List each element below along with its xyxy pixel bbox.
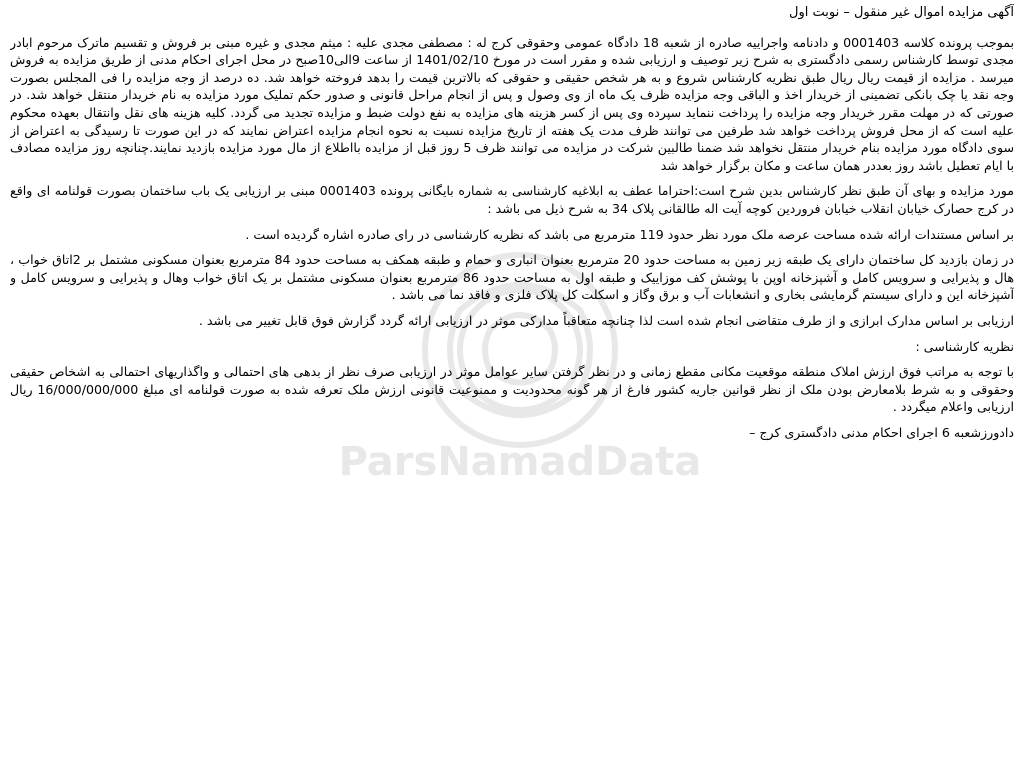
paragraph-property-description: مورد مزایده و بهای آن طبق نظر کارشناس بدین شرح است:احتراما عطف به ابلاغیه کارشناسی به شماره بایگانی پرونده 0001403 مبنی بر ارزیابی یک باب ساختمان بصورت قولنامه ای واقع در کرج حصارک خیابان انقلاب خیابان فروردین کوچه آیت اله طالقانی پلاک 34 به شرح ذیل می باشد : (10, 183, 1014, 216)
paragraph-case-details: بموجب پرونده کلاسه 0001403 و دادنامه واجراییه صادره از شعبه 18 دادگاه عمومی وحقوقی کرج له : مصطفی مجدی علیه : میثم مجدی و غیره مبنی بر فروش و تقسیم ماترک مرحوم ابادر مجدی توسط کارشناس رسمی دادگستری به شرح زیر توصیف و ارزیابی شده و مقرر است در مورخ 1401/02/10 از ساعت 9الی10صبح در محل اجرای احکام مدنی از طریق مزایده به فروش میرسد . مزایده از قیمت ریال ریال طبق نظریه کارشناس شروع و به هر شخص حقیقی و حقوقی که بالاترین قیمت را بدهد فروخته خواهد شد. ده درصد از وجه مزایده را فی المجلس بصورت وجه نقد یا چک بانکی تضمینی از خریدار اخذ و الباقی وجه مزایده ظرف یک ماه از وی وصول و پس از انجام مراحل قانونی و صدور حکم تملیک مورد مزایده به نام خریدار منتقل خواهد شد. در صورتی که در مهلت مقرر خریدار وجه مزایده را پرداخت ننماید سپرده وی پس از کسر هزینه های مزایده به نفع دولت ضبط و مزایده تجدید می گردد. کلیه هزینه های نقل وانتقال بعهده محکوم علیه است که از محل فروش پرداخت خواهد شد طرفین می توانند ظرف مدت یک هفته از تاریخ مزایده نسبت به نحوه انجام مزایده اعتراض نمایند که در این صورت تا رسیدگی به اعتراض از سوی دادگاه مورد مزایده بنام خریدار منتقل نخواهد شد ضمنا طالبین شرکت در مزایده می توانند ظرف 5 روز قبل از مزایده بااطلاع از مال مورد مزایده بازدید نمایند.چنانچه روز مزایده مصادف با ایام تعطیل باشد روز بعددر همان ساعت و مکان برگزار خواهد شد (10, 34, 1014, 173)
paragraph-land-area: بر اساس مستندات ارائه شده مساحت عرصه ملک مورد نظر حدود 119 مترمربع می باشد که نظریه کارشناسی در رای صادره اشاره گردیده است . (245, 226, 1014, 242)
auction-notice (10, 4, 1014, 763)
paragraph-evaluation-note: ارزیابی بر اساس مدارک ابرازی و از طرف متقاضی انجام شده است لذا چنانچه متعاقباً مدارکی موثر در ارزیابی ارائه گردد گزارش فوق قابل تغییر می باشد . (198, 312, 1014, 328)
paragraph-building-details: در زمان بازدید کل ساختمان دارای یک طبقه زیر زمین به مساحت حدود 20 مترمربع بعنوان انباری و حمام و طبقه همکف به مساحت حدود 84 مترمربع بعنوان مسکونی مشتمل بر 2اتاق خواب ، هال و پذیرایی و سرویس کامل و آشپزخانه اوپن با پوشش کف موزاییک و طبقه اول به مساحت حدود 86 مترمربع بعنوان مسکونی مشتمل بر یک اتاق خواب وهال و پذیرایی و سرویس کامل و آشپزخانه این و دارای سیستم گرمایشی بخاری و انشعابات آب و برق وگاز و اسکلت کل پلاک فلزی و فاقد نما می باشد . (10, 252, 1014, 303)
expert-opinion-heading: نظریه کارشناسی : (915, 338, 1014, 354)
signature-line: دادورزشعبه 6 اجرای احکام مدنی دادگستری کرج – (749, 424, 1014, 440)
expert-opinion-text: با توجه به مراتب فوق ارزش املاک منطقه موقعیت مکانی مقطع زمانی و در نظر گرفتن سایر عوامل موثر در ارزیابی صرف نظر از بدهی های احتمالی و واگذاریهای احتمالی به اشخاص حقیقی وحقوقی و به شرط بلامعارض بودن ملک از نظر قوانین جاریه کشور فارغ از هر گونه محدودیت و ممنوعیت قانونی ارزش ملک تعرفه شده به صورت قولنامه ای مبلغ 16/000/000/000 ریال ارزیابی واعلام میگردد . (10, 364, 1014, 415)
watermark-text: ParsNamadData (338, 439, 702, 485)
notice-title: آگهی مزایده اموال غیر منقول – نوبت اول (789, 5, 1014, 20)
